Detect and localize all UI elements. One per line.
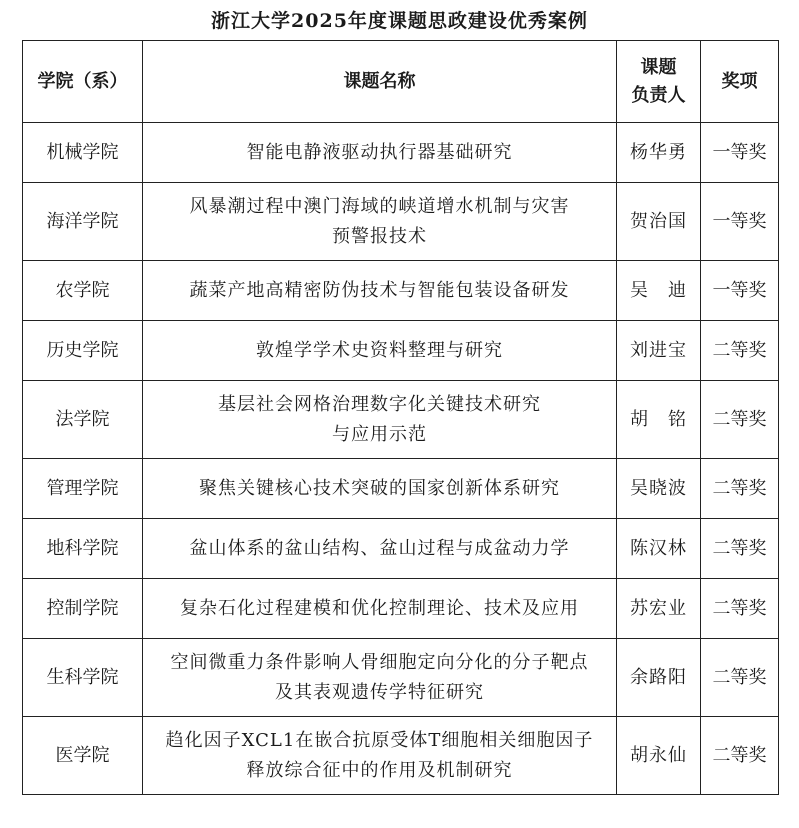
header-award: 奖项: [701, 41, 779, 123]
topic-line: 趋化因子XCL1在嵌合抗原受体T细胞相关细胞因子: [165, 729, 594, 751]
leader-cell: 陈汉林: [617, 519, 701, 579]
leader-cell: 苏宏业: [617, 579, 701, 639]
header-college: 学院（系）: [23, 41, 143, 123]
college-cell: 农学院: [23, 261, 143, 321]
document-title: 浙江大学2025年度课题思政建设优秀案例: [211, 10, 588, 32]
college-cell: 管理学院: [23, 459, 143, 519]
table-row: [23, 381, 779, 459]
college-cell: 海洋学院: [23, 183, 143, 261]
topic-cell: [143, 639, 617, 717]
award-cell: 一等奖: [701, 183, 779, 261]
table-row: [23, 639, 779, 717]
college-cell: 控制学院: [23, 579, 143, 639]
topic-cell: [143, 321, 617, 381]
topic-cell: [143, 717, 617, 795]
award-cell: 一等奖: [701, 261, 779, 321]
leader-cell: 吴 迪: [617, 261, 701, 321]
topic-line: 聚焦关键核心技术突破的国家创新体系研究: [199, 477, 560, 499]
header-topic: 课题名称: [143, 41, 617, 123]
award-cell: 二等奖: [701, 579, 779, 639]
topic-line: 蔬菜产地高精密防伪技术与智能包装设备研发: [189, 279, 570, 301]
college-cell: 地科学院: [23, 519, 143, 579]
topic-line: 复杂石化过程建模和优化控制理论、技术及应用: [180, 597, 579, 619]
table-row: [23, 579, 779, 639]
topic-line: 预警报技术: [332, 225, 427, 247]
table-row: [23, 123, 779, 183]
table-row: [23, 717, 779, 795]
topic-line: 及其表观遗传学特征研究: [275, 681, 484, 703]
leader-cell: 余路阳: [617, 639, 701, 717]
topic-line: 风暴潮过程中澳门海域的峡道增水机制与灾害: [189, 195, 570, 217]
topic-cell: [143, 579, 617, 639]
college-cell: 法学院: [23, 381, 143, 459]
award-cell: 二等奖: [701, 519, 779, 579]
leader-cell: 吴晓波: [617, 459, 701, 519]
topic-line: 智能电静液驱动执行器基础研究: [246, 141, 513, 163]
header-leader-line2: 负责人: [631, 84, 686, 106]
award-cell: 二等奖: [701, 459, 779, 519]
topic-line: 释放综合征中的作用及机制研究: [246, 759, 513, 781]
topic-cell: [143, 459, 617, 519]
topic-cell: [143, 381, 617, 459]
leader-cell: 杨华勇: [617, 123, 701, 183]
table-header-row: [23, 41, 779, 123]
college-cell: 生科学院: [23, 639, 143, 717]
topic-cell: [143, 261, 617, 321]
topic-cell: [143, 183, 617, 261]
header-leader: [617, 41, 701, 123]
leader-cell: 刘进宝: [617, 321, 701, 381]
topic-line: 盆山体系的盆山结构、盆山过程与成盆动力学: [189, 537, 570, 559]
table-row: [23, 321, 779, 381]
college-cell: 医学院: [23, 717, 143, 795]
award-cell: 二等奖: [701, 717, 779, 795]
award-cell: 二等奖: [701, 381, 779, 459]
topic-cell: [143, 519, 617, 579]
award-cell: 一等奖: [701, 123, 779, 183]
topic-line: 基层社会网格治理数字化关键技术研究: [218, 393, 541, 415]
table-row: [23, 459, 779, 519]
award-cell: 二等奖: [701, 639, 779, 717]
leader-cell: 胡永仙: [617, 717, 701, 795]
table-row: [23, 261, 779, 321]
award-cell: 二等奖: [701, 321, 779, 381]
college-cell: 历史学院: [23, 321, 143, 381]
college-cell: 机械学院: [23, 123, 143, 183]
topic-cell: [143, 123, 617, 183]
leader-cell: 贺治国: [617, 183, 701, 261]
topic-line: 敦煌学学术史资料整理与研究: [256, 339, 503, 361]
table-row: [23, 519, 779, 579]
topic-line: 与应用示范: [332, 423, 427, 445]
award-cases-table: [22, 40, 779, 795]
leader-cell: 胡 铭: [617, 381, 701, 459]
header-leader-line1: 课题: [640, 56, 677, 78]
table-row: [23, 183, 779, 261]
topic-line: 空间微重力条件影响人骨细胞定向分化的分子靶点: [170, 651, 589, 673]
